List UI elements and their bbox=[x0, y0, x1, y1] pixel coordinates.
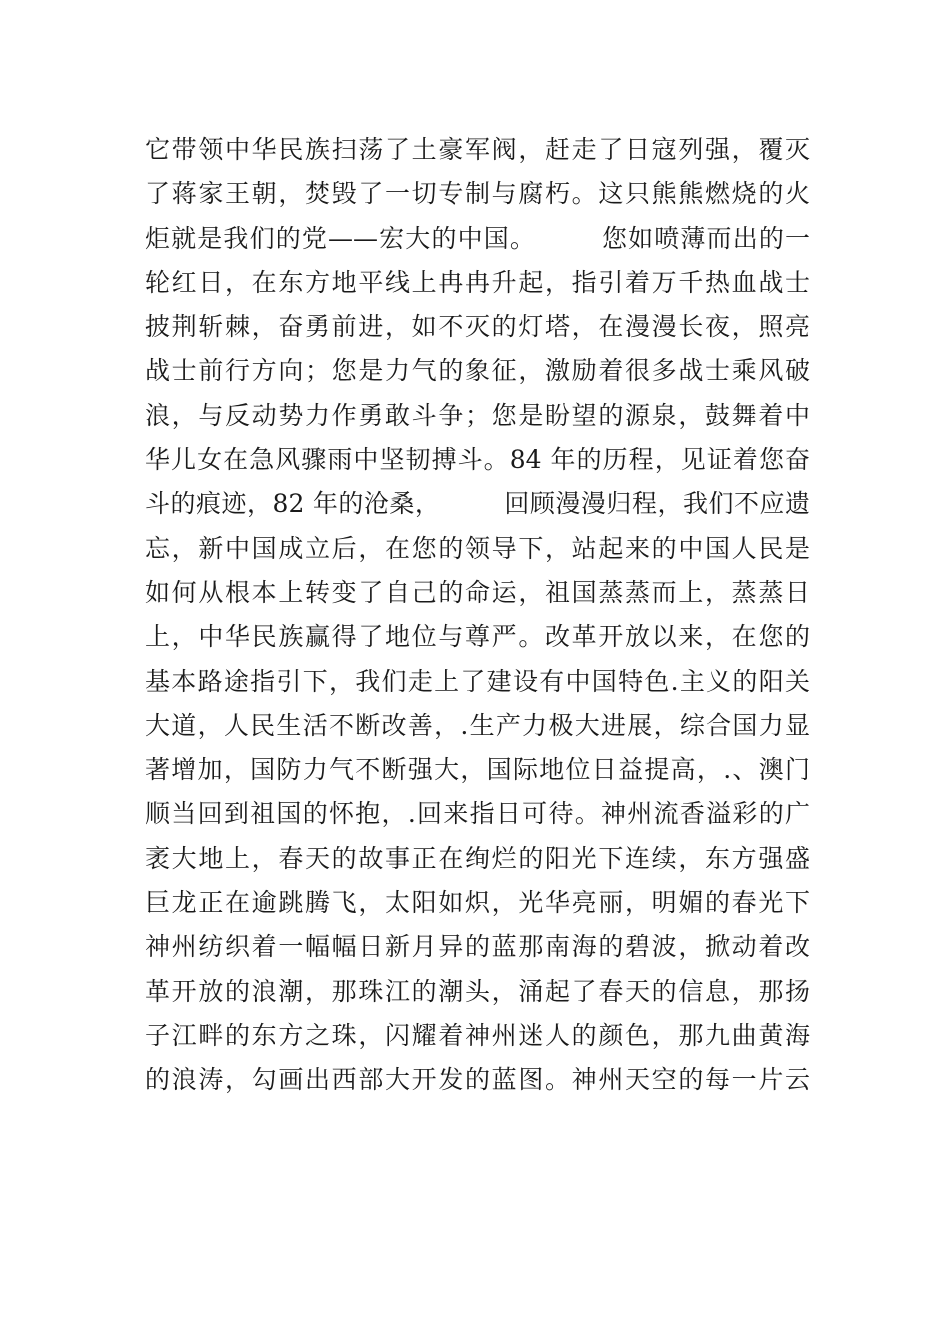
text-line-11: 如何从根本上转变了自己的命运，祖国蒸蒸而上，蒸蒸日 bbox=[145, 577, 810, 607]
text-line-17: 袤大地上，春天的故事正在绚烂的阳光下连续，东方强盛 bbox=[145, 843, 810, 873]
body-text bbox=[145, 128, 810, 1103]
text-line-18: 巨龙正在逾跳腾飞，太阳如炽，光华亮丽，明媚的春光下 bbox=[145, 888, 810, 918]
text-line-15: 著增加，国防力气不断强大，国际地位日益提高，.、澳门 bbox=[145, 755, 810, 785]
text-line-2: 了蒋家王朝，焚毁了一切专制与腐朽。这只熊熊燃烧的火 bbox=[145, 179, 810, 209]
text-line-21: 子江畔的东方之珠，闪耀着神州迷人的颜色，那九曲黄海 bbox=[145, 1020, 810, 1050]
text-line-5: 披荆斩棘，奋勇前进，如不灭的灯塔，在漫漫长夜，照亮 bbox=[145, 312, 810, 342]
text-line-1: 它带领中华民族扫荡了土豪军阀，赶走了日寇列强，覆灭 bbox=[145, 135, 810, 164]
text-line-6: 战士前行方向；您是力气的象征，激励着很多战士乘风破 bbox=[145, 356, 810, 386]
text-line-4: 轮红日，在东方地平线上冉冉升起，指引着万千热血战士 bbox=[145, 267, 810, 297]
text-line-19: 神州纺织着一幅幅日新月异的蓝那南海的碧波，掀动着改 bbox=[145, 932, 810, 962]
text-line-8: 华儿女在急风骤雨中坚韧搏斗。84 年的历程，见证着您奋 bbox=[145, 445, 810, 475]
text-line-22: 的浪涛，勾画出西部大开发的蓝图。神州天空的每一片云 bbox=[145, 1065, 810, 1095]
text-line-13: 基本路途指引下，我们走上了建设有中国特色.主义的阳关 bbox=[145, 666, 810, 696]
text-line-20: 革开放的浪潮，那珠江的潮头，涌起了春天的信息，那扬 bbox=[145, 976, 810, 1006]
text-line-12: 上，中华民族赢得了地位与尊严。改革开放以来，在您的 bbox=[145, 622, 810, 652]
text-line-10: 忘，新中国成立后，在您的领导下，站起来的中国人民是 bbox=[145, 533, 810, 563]
text-line-3: 炬就是我们的党——宏大的中国。 您如喷薄而出的一 bbox=[145, 223, 810, 253]
text-line-7: 浪，与反动势力作勇敢斗争；您是盼望的源泉，鼓舞着中 bbox=[145, 400, 810, 430]
text-line-9: 斗的痕迹，82 年的沧桑， 回顾漫漫归程，我们不应遗 bbox=[145, 489, 810, 519]
text-line-16: 顺当回到祖国的怀抱，.回来指日可待。神州流香溢彩的广 bbox=[145, 799, 810, 829]
text-line-14: 大道，人民生活不断改善，.生产力极大进展，综合国力显 bbox=[145, 710, 810, 740]
